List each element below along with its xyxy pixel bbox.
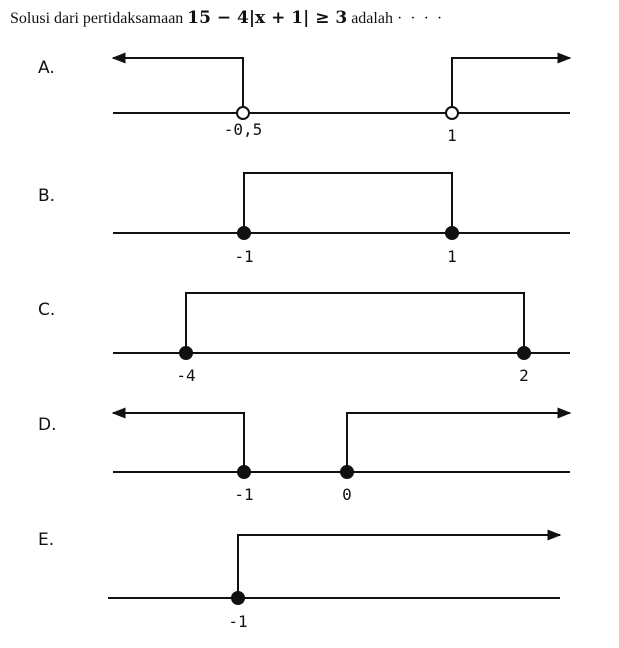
option-b-letter[interactable]: B.: [38, 186, 56, 206]
option-d-letter[interactable]: D.: [38, 415, 57, 435]
option-a-point-1-label: -0,5: [223, 120, 263, 139]
option-c-number-line[interactable]: [113, 293, 570, 359]
option-c-closed-point-1: [180, 347, 192, 359]
option-a-point-2-label: 1: [447, 126, 457, 145]
option-e-point-1-label: -1: [228, 612, 248, 631]
option-b-point-2-label: 1: [447, 247, 457, 266]
question-dots: · · · ·: [396, 10, 445, 27]
option-d-closed-point-2: [341, 466, 353, 478]
option-a-open-point-1: [237, 107, 249, 119]
option-e-number-line[interactable]: [108, 535, 560, 604]
option-b-closed-point-2: [446, 227, 458, 239]
option-d-point-1-label: -1: [234, 485, 254, 504]
question-prefix: Solusi dari pertidaksamaan: [10, 10, 184, 27]
option-a-open-point-2: [446, 107, 458, 119]
option-d-closed-point-1: [238, 466, 250, 478]
option-d-point-2-label: 0: [342, 485, 352, 504]
question-suffix: adalah: [351, 10, 393, 27]
option-a-letter[interactable]: A.: [38, 58, 55, 78]
option-b-point-1-label: -1: [234, 247, 254, 266]
option-d-number-line[interactable]: [113, 413, 570, 478]
option-c-point-1-label: -4: [176, 366, 196, 385]
option-c-closed-point-2: [518, 347, 530, 359]
option-b-closed-point-1: [238, 227, 250, 239]
option-a-number-line[interactable]: [113, 58, 570, 119]
option-e-closed-point-1: [232, 592, 244, 604]
question-inequality: 15 − 4|x + 1| ≥ 3: [187, 8, 348, 28]
option-c-letter[interactable]: C.: [38, 300, 56, 320]
option-b-number-line[interactable]: [113, 173, 570, 239]
option-e-letter[interactable]: E.: [38, 530, 55, 550]
option-c-point-2-label: 2: [519, 366, 529, 385]
